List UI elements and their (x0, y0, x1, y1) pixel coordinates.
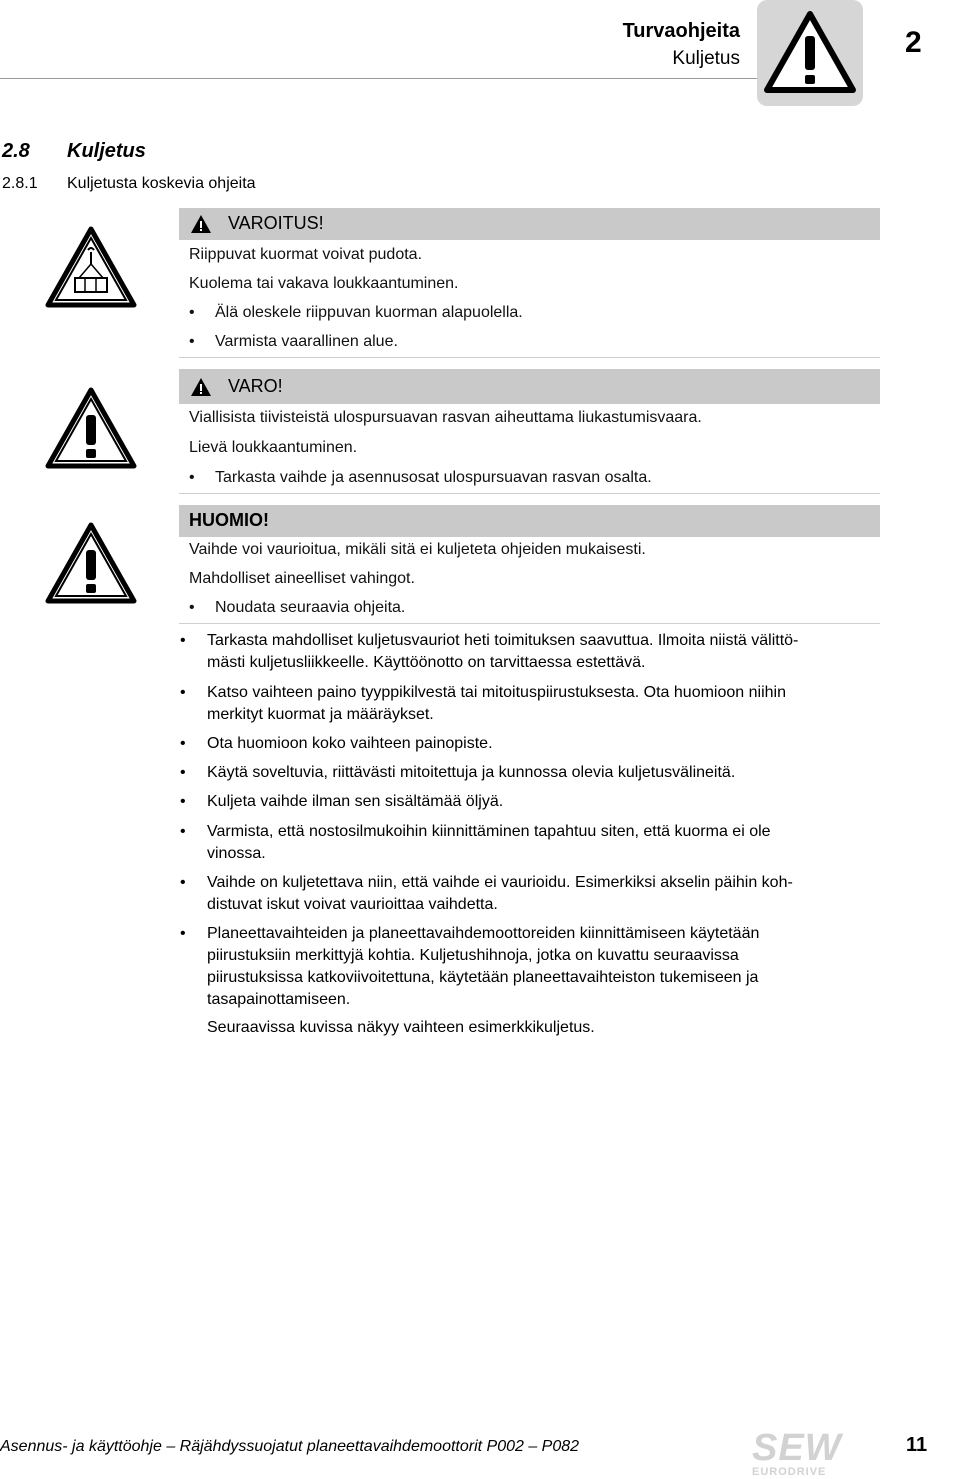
warning-icon (190, 214, 212, 234)
warning-bullet: • Älä oleskele riippuvan kuorman alapuolella. (189, 304, 523, 321)
header-subtitle: Kuljetus (672, 48, 740, 69)
list-item: • Käytä soveltuvia, riittävästi mitoitettuja ja kunnossa olevia kuljetusvälineitä. (180, 764, 736, 781)
subsection-title: Kuljetusta koskevia ohjeita (67, 175, 256, 192)
section-number: 2.8 (2, 140, 30, 162)
list-item: • Varmista, että nostosilmukoihin kiinnittäminen tapahtuu siten, että kuorma ei ole vinossa. (180, 823, 771, 862)
footer-text: Asennus- ja käyttöohje – Räjähdyssuojatut planeettavaihdemoottorit P002 – P082 (0, 1438, 580, 1455)
warning-text: Viallisista tiivisteistä ulospursuavan rasvan aiheuttama liukastumisvaara. (189, 409, 702, 426)
warning-text: Riippuvat kuormat voivat pudota. (189, 246, 423, 263)
warning-bullet: • Tarkasta vaihde ja asennusosat ulospursuavan rasvan osalta. (189, 469, 652, 486)
subsection-number: 2.8.1 (2, 175, 38, 192)
hanging-load-icon (45, 226, 137, 308)
exclamation-warning-icon (45, 387, 137, 469)
warning-text: Vaihde voi vaurioitua, mikäli sitä ei kuljeteta ohjeiden mukaisesti. (189, 541, 646, 558)
warning-text: Kuolema tai vakava loukkaantuminen. (189, 275, 459, 292)
divider (179, 493, 880, 494)
list-item: • Planeettavaihteiden ja planeettavaihdemoottoreiden kiinnittämiseen käytetään piirustuksiin merkittyjä kohtia. Kuljetushihnoja, jotka on kuvattu seuraavissa piirustuksissa katkoviivoitettuna, käytetään planeettavaihteiston tukemiseen ja tasapainottamiseen. (180, 925, 760, 1008)
sew-eurodrive-logo (752, 1427, 856, 1478)
warning-bullet: • Noudata seuraavia ohjeita. (189, 599, 406, 616)
header-rule (0, 78, 758, 79)
warning-text: Mahdolliset aineelliset vahingot. (189, 570, 415, 587)
warning-band-varoitus (179, 208, 880, 240)
logo-bottom: EURODRIVE (752, 1466, 827, 1478)
exclamation-warning-icon (45, 522, 137, 604)
chapter-number: 2 (905, 26, 922, 59)
warning-icon (757, 0, 863, 106)
logo-top: SEW (752, 1427, 842, 1469)
page-number: 11 (906, 1434, 928, 1456)
list-item: • Ota huomioon koko vaihteen painopiste. (180, 735, 493, 752)
divider (179, 623, 880, 624)
warning-label: HUOMIO! (189, 510, 269, 530)
header-title: Turvaohjeita (622, 20, 740, 42)
warning-band-varo (179, 369, 880, 404)
divider (179, 357, 880, 358)
list-item: • Vaihde on kuljetettava niin, että vaihde ei vaurioidu. Esimerkiksi akselin päihin koh- distuvat iskut voivat vaurioittaa vaihdetta. (180, 874, 793, 913)
warning-label: VARO! (228, 376, 283, 396)
list-item: • Tarkasta mahdolliset kuljetusvauriot heti toimituksen saavuttua. Ilmoita niistä välittö- mästi kuljetusliikkeelle. Käyttöönotto on tarvittaessa estettävä. (180, 632, 799, 671)
warning-bullet: • Varmista vaarallinen alue. (189, 333, 398, 350)
list-item: • Katso vaihteen paino tyyppikilvestä tai mitoituspiirustuksesta. Ota huomioon niihin merkityt kuormat ja määräykset. (180, 684, 786, 723)
header-icon-box (757, 0, 863, 106)
section-title: Kuljetus (67, 140, 146, 162)
closing-paragraph: Seuraavissa kuvissa näkyy vaihteen esimerkkikuljetus. (207, 1019, 595, 1036)
warning-icon (190, 377, 212, 397)
list-item: • Kuljeta vaihde ilman sen sisältämää öljyä. (180, 793, 504, 810)
warning-text: Lievä loukkaantuminen. (189, 439, 358, 456)
warning-label: VAROITUS! (228, 213, 324, 233)
warning-band-huomio (179, 505, 880, 537)
